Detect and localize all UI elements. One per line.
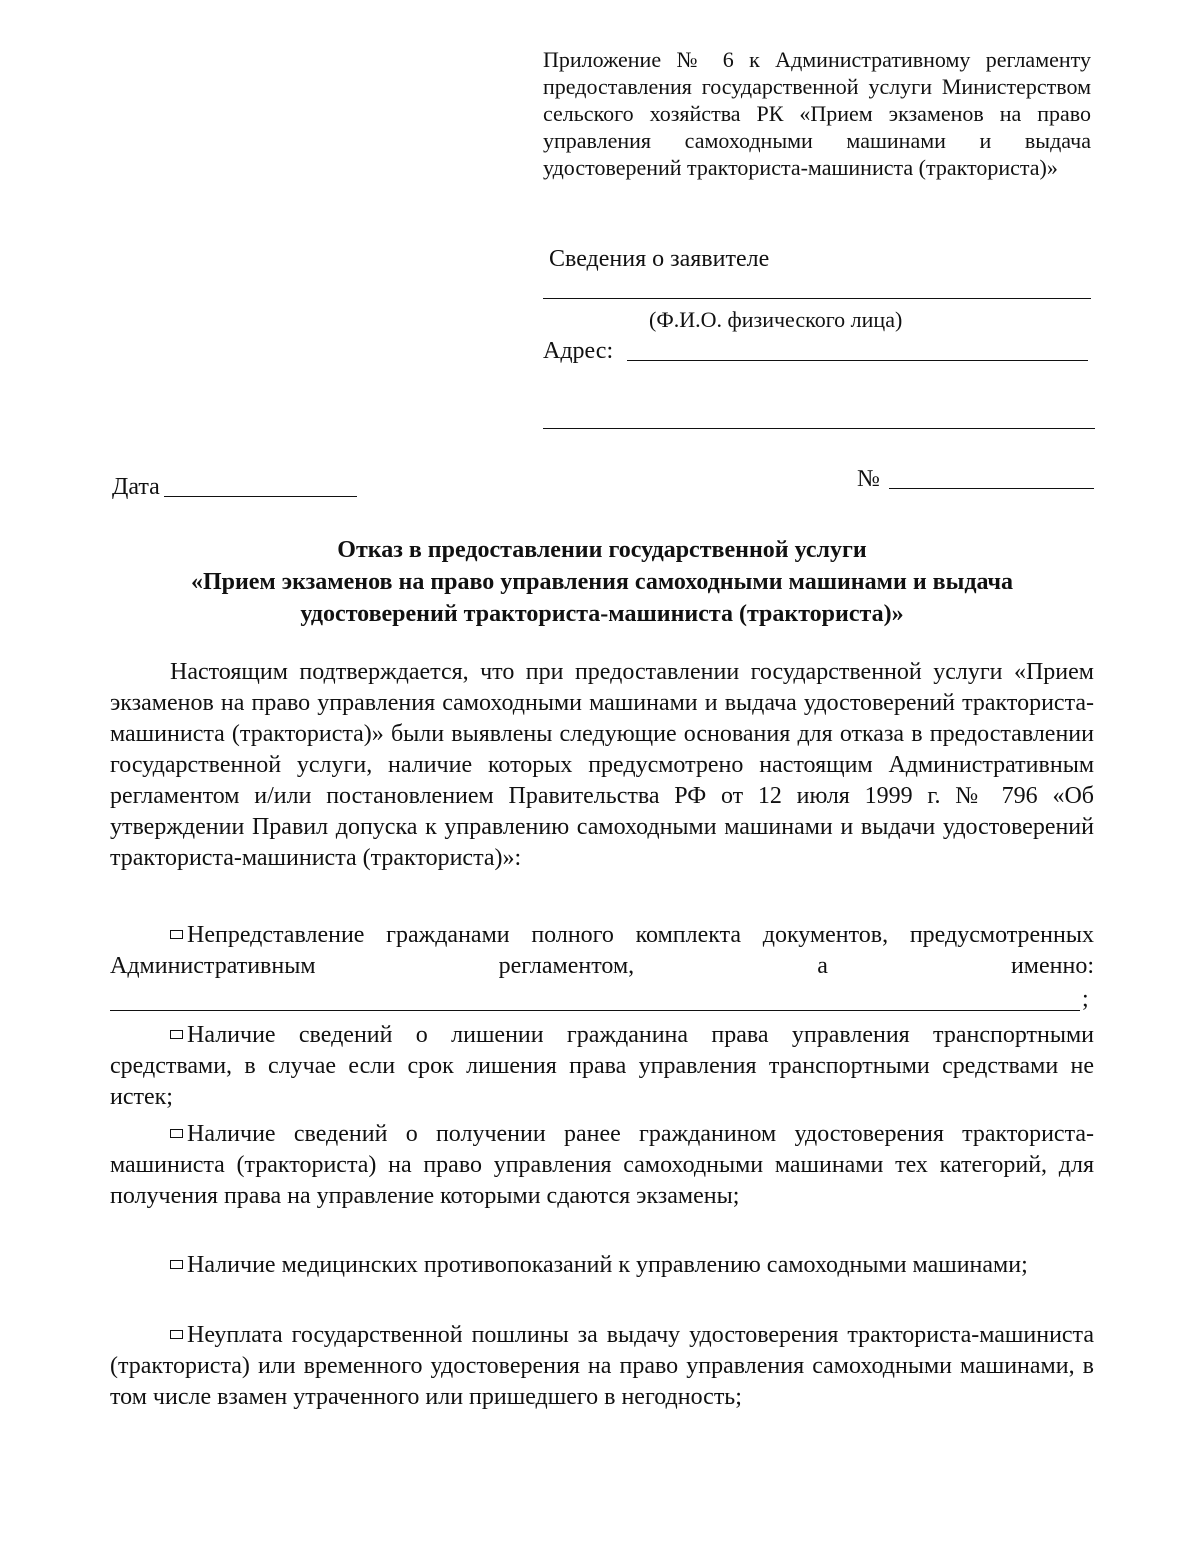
reason-4-text: Наличие медицинских противопоказаний к управлению самоходными машинами; xyxy=(187,1252,1028,1278)
reason-2-text: Наличие сведений о лишении гражданина права управления транспортными средствами, в случае если срок лишения права управления транспортными средствами не истек; xyxy=(110,1022,1094,1110)
reason-3-text: Наличие сведений о получении ранее гражданином удостоверения тракториста-машиниста (тракториста) на право управления самоходными машинами тех категорий, для получения права на управление которыми сдаются экзамены; xyxy=(110,1121,1094,1209)
reason-5-text: Неуплата государственной пошлины за выдачу удостоверения тракториста-машиниста (тракториста) или временного удостоверения на право управления самоходными машинами, в том числе взамен утраченного или пришедшего в негодность; xyxy=(110,1322,1094,1410)
document-title xyxy=(110,534,1094,630)
title-line-3: удостоверений тракториста-машиниста (тракториста)» xyxy=(300,601,904,627)
address-line-1[interactable] xyxy=(627,360,1088,361)
title-line-2: «Прием экзаменов на право управления самоходными машинами и выдача xyxy=(190,569,1014,595)
address-label: Адрес: xyxy=(543,338,614,364)
date-field-line[interactable] xyxy=(164,496,357,497)
reason-1-details-line[interactable] xyxy=(110,1010,1080,1011)
reason-3-checkbox[interactable] xyxy=(170,1129,183,1138)
applicant-info-title: Сведения о заявителе xyxy=(549,246,770,272)
reason-1 xyxy=(110,920,1094,982)
reason-5 xyxy=(110,1320,1094,1413)
reason-1-checkbox[interactable] xyxy=(170,930,183,939)
reason-2-checkbox[interactable] xyxy=(170,1030,183,1039)
reason-2 xyxy=(110,1020,1094,1113)
reason-4-checkbox[interactable] xyxy=(170,1260,183,1269)
reason-1-semicolon: ; xyxy=(1082,986,1089,1012)
reason-1-text: Непредставление гражданами полного комплекта документов, предусмотренных Административным регламентом, а именно: xyxy=(110,922,1094,979)
address-line-2[interactable] xyxy=(543,428,1095,429)
date-label: Дата xyxy=(112,474,160,500)
applicant-name-line[interactable] xyxy=(543,298,1091,299)
title-line-1: Отказ в предоставлении государственной услуги xyxy=(337,537,867,563)
fio-hint: (Ф.И.О. физического лица) xyxy=(649,307,903,332)
reason-3 xyxy=(110,1119,1094,1212)
reason-5-checkbox[interactable] xyxy=(170,1330,183,1339)
number-field-line[interactable] xyxy=(889,488,1094,489)
intro-paragraph: Настоящим подтверждается, что при предоставлении государственной услуги «Прием экзаменов на право управления самоходными машинами и выдача удостоверений тракториста-машиниста (тракториста)» были выявлены следующие основания для отказа в предоставлении государственной услуги, наличие которых предусмотрено настоящим Административным регламентом и/или постановлением Правительства РФ от 12 июля 1999 г. № 796 «Об утверждении Правил допуска к управлению самоходными машинами и выдачи удостоверений тракториста-машиниста (тракториста)»: xyxy=(110,659,1094,871)
number-label: № xyxy=(857,466,880,492)
appendix-reference: Приложение № 6 к Административному регламенту предоставления государственной услуги Министерством сельского хозяйства РК «Прием экзаменов на право управления самоходными машинами и выдача удостоверений тракториста-машиниста (тракториста)» xyxy=(543,47,1091,180)
reason-4 xyxy=(110,1250,1094,1281)
